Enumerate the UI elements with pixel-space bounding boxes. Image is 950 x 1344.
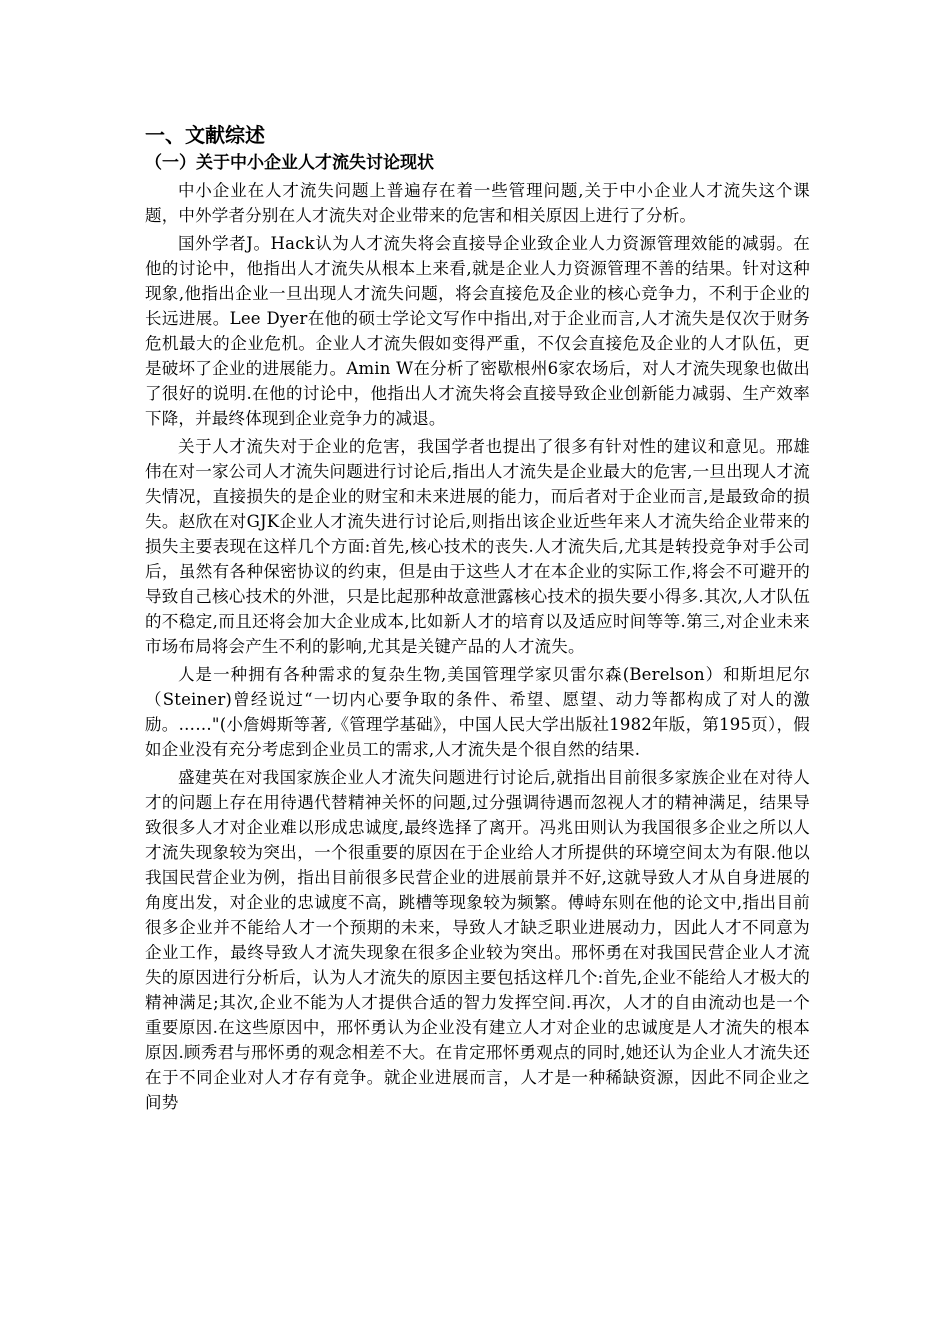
section-title: 一、文献综述 <box>145 123 265 147</box>
subsection-title: （一）关于中小企业人才流失讨论现状 <box>145 153 434 173</box>
paragraph-foreign-scholars: 国外学者J。Hack认为人才流失将会直接导企业致企业人力资源管理效能的减弱。在他的讨论中，他指出人才流失从根本上来看,就是企业人力资源管理不善的结果。针对这种现象,他指出企业一旦出现人才流失问题，将会直接危及企业的核心竞争力，不利于企业的长远进展。Lee Dyer在他的硕士学论文写作中指出,对于企业而言,人才流失是仅次于财务危机最大的企业危机。企业人才流失假如变得严重，不仅会直接危及企业的人才队伍，更是破坏了企业的进展能力。Amin W在分析了密歇根州6家农场后，对人才流失现象也做出了很好的说明.在他的讨论中，他指出人才流失将会直接导致企业创新能力减弱、生产效率下降，并最终体现到企业竞争力的减退。 <box>145 234 810 428</box>
paragraph-human-needs: 人是一种拥有各种需求的复杂生物,美国管理学家贝雷尔森(Berelson）和斯坦尼尔（Steiner)曾经说过“一切内心要争取的条件、希望、愿望、动力等都构成了对人的激励。……"(小詹姆斯等著,《管理学基础》，中国人民大学出版社1982年版，第195页），假如企业没有充分考虑到企业员工的需求,人才流失是个很自然的结果. <box>145 665 810 759</box>
paragraph-causes: 盛建英在对我国家族企业人才流失问题进行讨论后,就指出目前很多家族企业在对待人才的问题上存在用待遇代替精神关怀的问题,过分强调待遇而忽视人才的精神满足，结果导致很多人才对企业难以形成忠诚度,最终选择了离开。冯兆田则认为我国很多企业之所以人才流失现象较为突出，一个很重要的原因在于企业给人才所提供的环境空间太为有限.他以我国民营企业为例，指出目前很多民营企业的进展前景并不好,这就导致人才从自身进展的角度出发，对企业的忠诚度不高，跳槽等现象较为频繁。傅峙东则在他的论文中,指出目前很多企业并不能给人才一个预期的未来，导致人才缺乏职业进展动力，因此人才不同意为企业工作，最终导致人才流失现象在很多企业较为突出。邢怀勇在对我国民营企业人才流失的原因进行分析后，认为人才流失的原因主要包括这样几个:首先,企业不能给人才极大的精神满足;其次,企业不能为人才提供合适的智力发挥空间.再次，人才的自由流动也是一个重要原因.在这些原因中，邢怀勇认为企业没有建立人才对企业的忠诚度是人才流失的根本原因.顾秀君与邢怀勇的观念相差不大。在肯定邢怀勇观点的同时,她还认为企业人才流失还在于不同企业对人才存有竞争。就企业进展而言，人才是一种稀缺资源，因此不同企业之间势 <box>145 768 810 1112</box>
document-body <box>145 120 810 1118</box>
paragraph-domestic-scholars: 关于人才流失对于企业的危害，我国学者也提出了很多有针对性的建议和意见。邢雄伟在对一家公司人才流失问题进行讨论后,指出人才流失是企业最大的危害,一旦出现人才流失情况，直接损失的是企业的财宝和未来进展的能力，而后者对于企业而言,是最致命的损失。赵欣在对GJK企业人才流失进行讨论后,则指出该企业近些年来人才流失给企业带来的损失主要表现在这样几个方面:首先,核心技术的丧失.人才流失后,尤其是转投竞争对手公司后，虽然有各种保密协议的约束，但是由于这些人才在本企业的实际工作,将会不可避开的导致自己核心技术的外泄，只是比起那种故意泄露核心技术的损失要小得多.其次,人才队伍的不稳定,而且还将会加大企业成本,比如新人才的培育以及适应时间等等.第三,对企业未来市场布局将会产生不利的影响,尤其是关键产品的人才流失。 <box>145 437 810 656</box>
paragraph-intro: 中小企业在人才流失问题上普遍存在着一些管理问题,关于中小企业人才流失这个课题，中外学者分别在人才流失对企业带来的危害和相关原因上进行了分析。 <box>145 181 810 225</box>
